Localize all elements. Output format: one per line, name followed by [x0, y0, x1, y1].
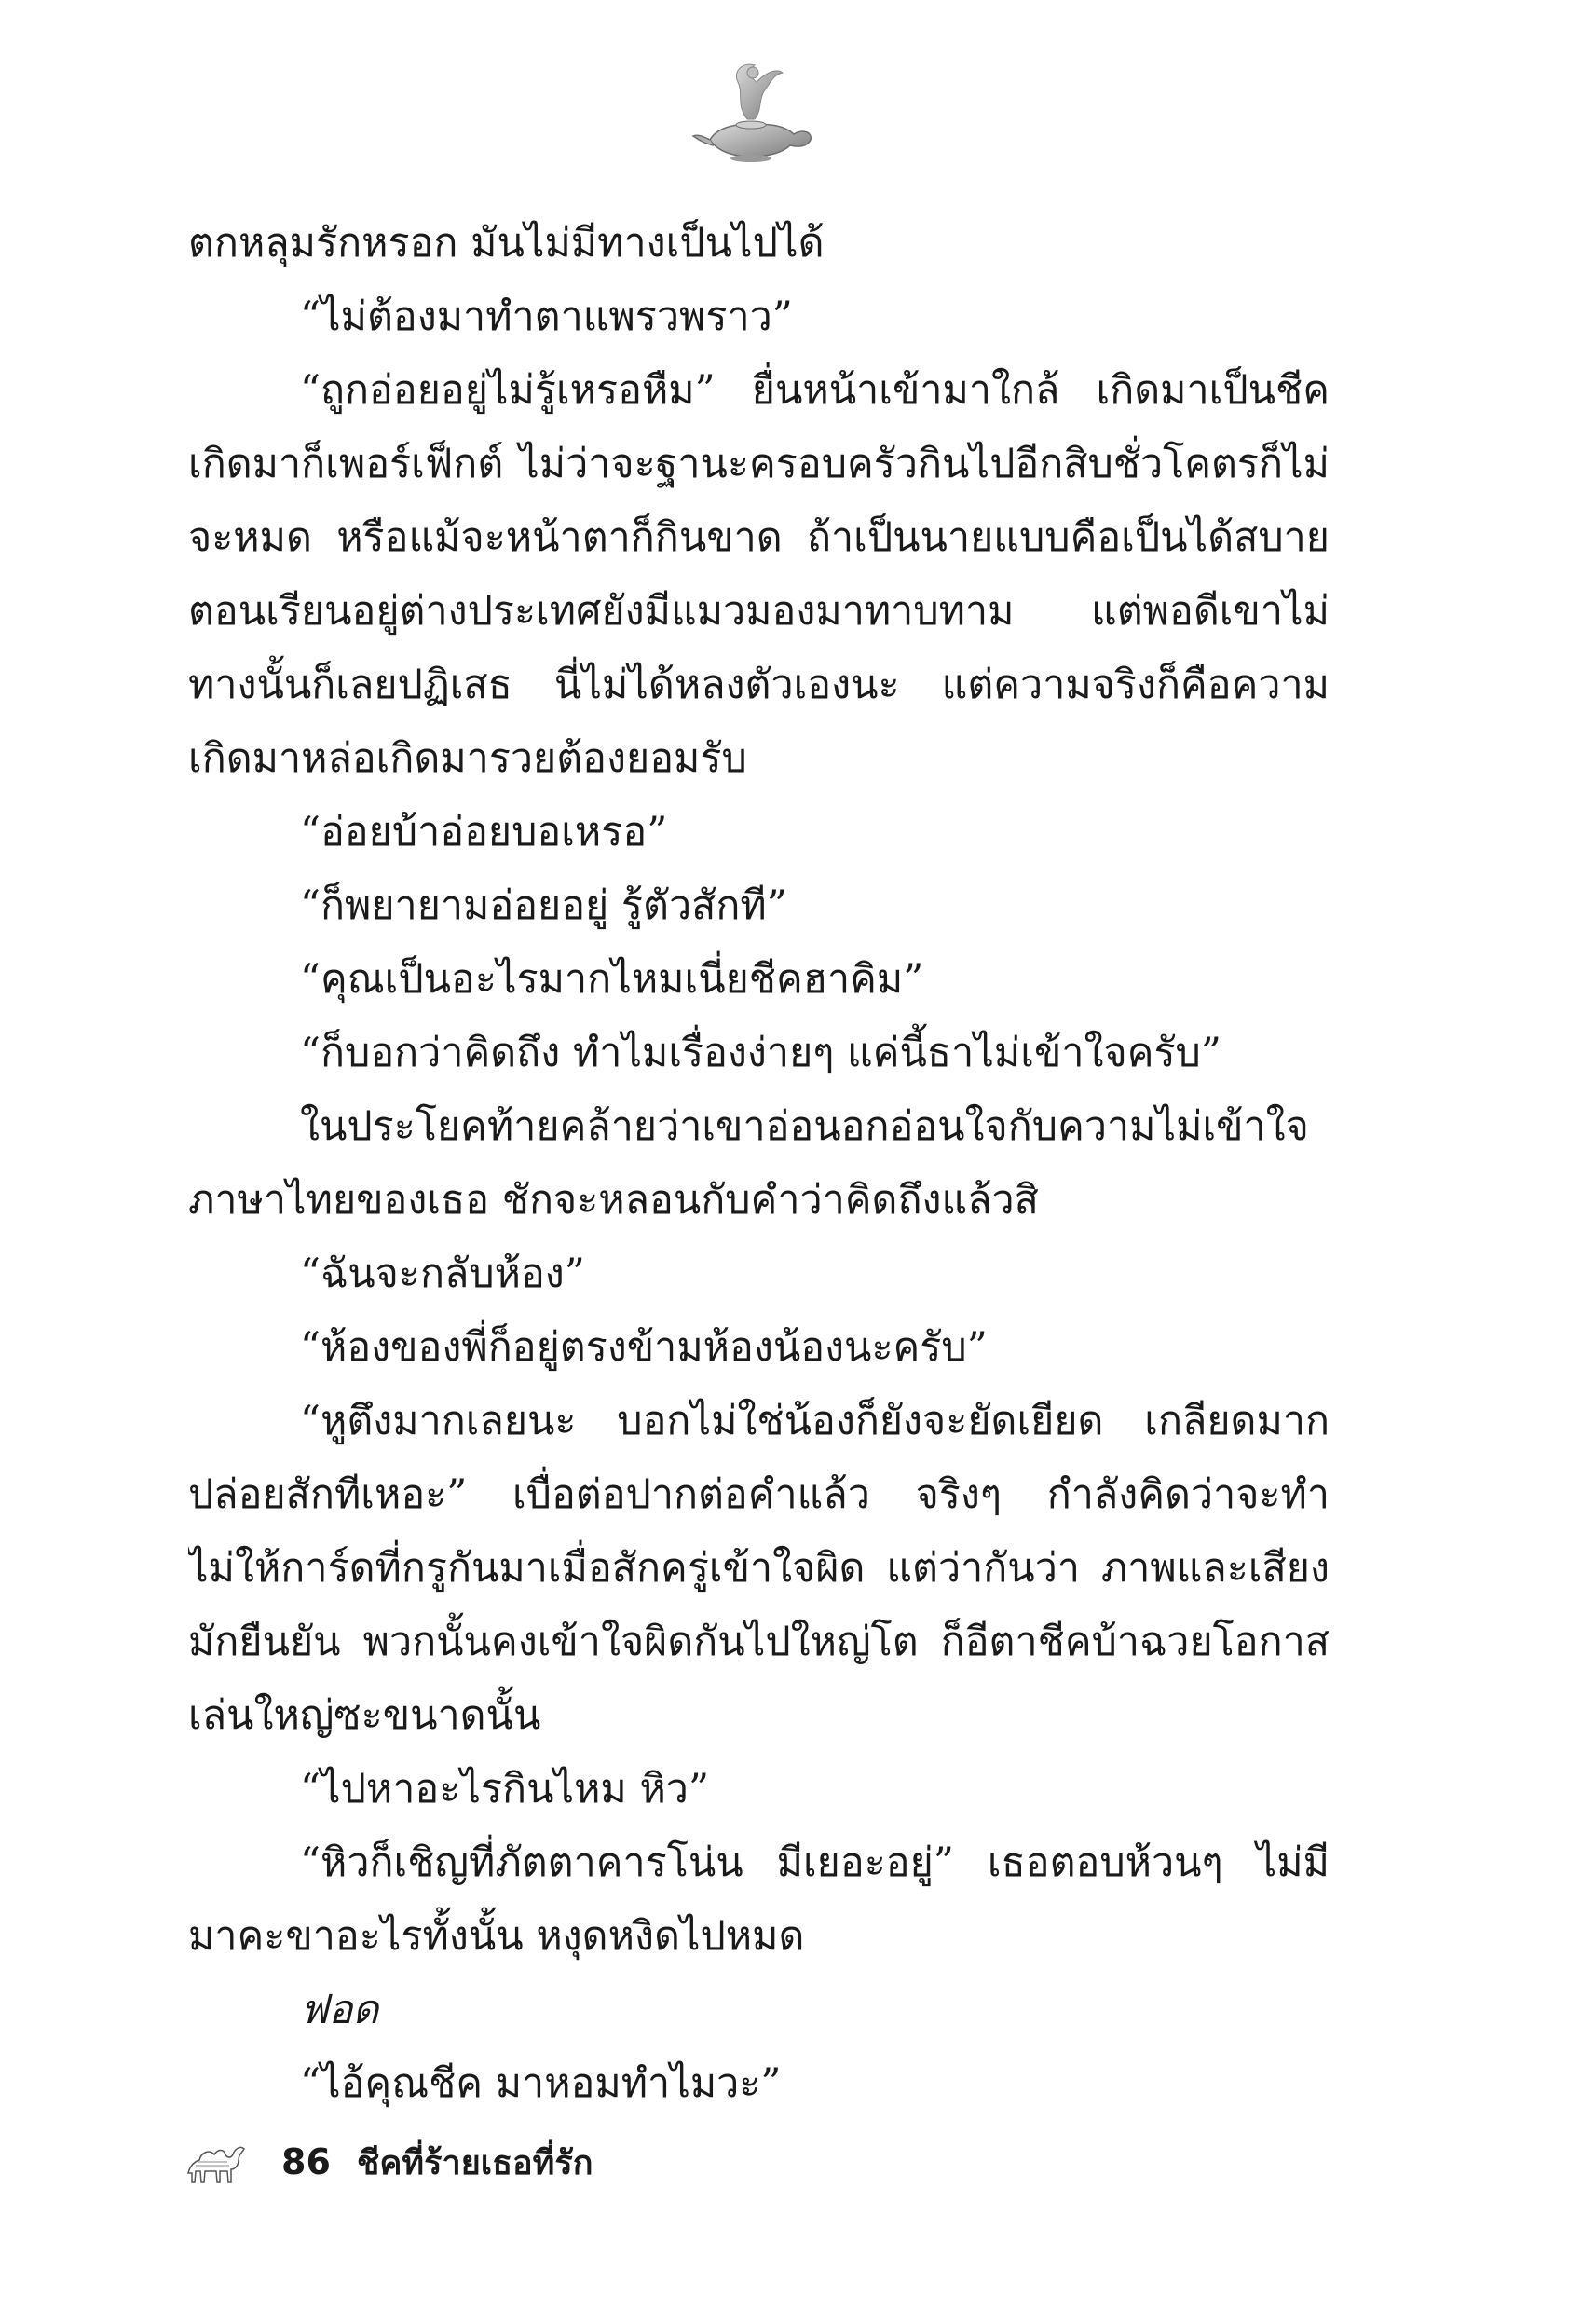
text-line: “ไอ้คุณชีค มาหอมทำไมวะ”: [300, 2060, 782, 2107]
text-line: “ก็พยายามอ่อยอยู่ รู้ตัวสักที”: [300, 882, 787, 929]
camel-icon: [183, 2138, 248, 2186]
text-line: “ห้องของพี่ก็อยู่ตรงข้ามห้องน้องนะครับ”: [300, 1324, 988, 1371]
book-title: ชีคที่ร้ายเธอที่รัก: [356, 2143, 593, 2182]
text-line: ทางนั้นก็เลยปฏิเสธ นี่ไม่ได้หลงตัวเองนะ แต่ความจริงก็คือความ: [188, 662, 1330, 708]
text-line: ตกหลุมรักหรอก มันไม่มีทางเป็นไปได้: [188, 220, 825, 267]
text-line: เกิดมาก็เพอร์เฟ็กต์ ไม่ว่าจะฐานะครอบครัวกินไปอีกสิบชั่วโคตรก็ไม่: [188, 441, 1330, 487]
text-line: ไม่ให้การ์ดที่กรูกันมาเมื่อสักครู่เข้าใจผิด แต่ว่ากันว่า ภาพและเสียง: [188, 1545, 1330, 1592]
text-line: ในประโยคท้ายคล้ายว่าเขาอ่อนอกอ่อนใจกับความไม่เข้าใจ: [300, 1103, 1309, 1150]
page-footer: [183, 2134, 593, 2190]
text-line: “ก็บอกว่าคิดถึง ทำไมเรื่องง่ายๆ แค่นี้ธาไม่เข้าใจครับ”: [300, 1030, 1221, 1076]
genie-lamp-icon: [689, 54, 820, 166]
text-line: “หิวก็เชิญที่ภัตตาคารโน่น มีเยอะอยู่” เธอตอบห้วนๆ ไม่มี: [300, 1839, 1330, 1886]
text-line: มาคะขาอะไรทั้งนั้น หงุดหงิดไปหมด: [188, 1913, 805, 1960]
text-line: “ถูกอ่อยอยู่ไม่รู้เหรอหืม” ยื่นหน้าเข้ามาใกล้ เกิดมาเป็นชีค: [300, 367, 1330, 414]
text-line: มักยืนยัน พวกนั้นคงเข้าใจผิดกันไปใหญ่โต ก็อีตาชีคบ้าฉวยโอกาส: [188, 1619, 1330, 1665]
text-line: “อ่อยบ้าอ่อยบอเหรอ”: [300, 809, 668, 855]
text-line: ภาษาไทยของเธอ ชักจะหลอนกับคำว่าคิดถึงแล้วสิ: [188, 1177, 1039, 1224]
text-line: เกิดมาหล่อเกิดมารวยต้องยอมรับ: [188, 735, 747, 782]
text-line: ฟอด: [300, 1987, 379, 2033]
page-number: 86: [281, 2141, 331, 2182]
text-line: ปล่อยสักทีเหอะ” เบื่อต่อปากต่อคำแล้ว จริงๆ กำลังคิดว่าจะทำ: [188, 1471, 1330, 1518]
text-line: “ไปหาอะไรกินไหม หิว”: [300, 1766, 709, 1812]
chapter-text: [188, 207, 1330, 2121]
text-line: ตอนเรียนอยู่ต่างประเทศยังมีแมวมองมาทาบทาม แต่พอดีเขาไม่: [188, 588, 1330, 635]
text-line: “ไม่ต้องมาทำตาแพรวพราว”: [300, 294, 793, 340]
text-line: จะหมด หรือแม้จะหน้าตาก็กินขาด ถ้าเป็นนายแบบคือเป็นได้สบาย: [188, 514, 1330, 561]
text-line: “คุณเป็นอะไรมากไหมเนี่ยชีคฮาคิม”: [300, 956, 924, 1003]
text-line: เล่นใหญ่ซะขนาดนั้น: [188, 1692, 541, 1739]
text-line: “หูตึงมากเลยนะ บอกไม่ใช่น้องก็ยังจะยัดเยียด เกลียดมาก: [300, 1398, 1330, 1444]
text-line: “ฉันจะกลับห้อง”: [300, 1251, 585, 1297]
